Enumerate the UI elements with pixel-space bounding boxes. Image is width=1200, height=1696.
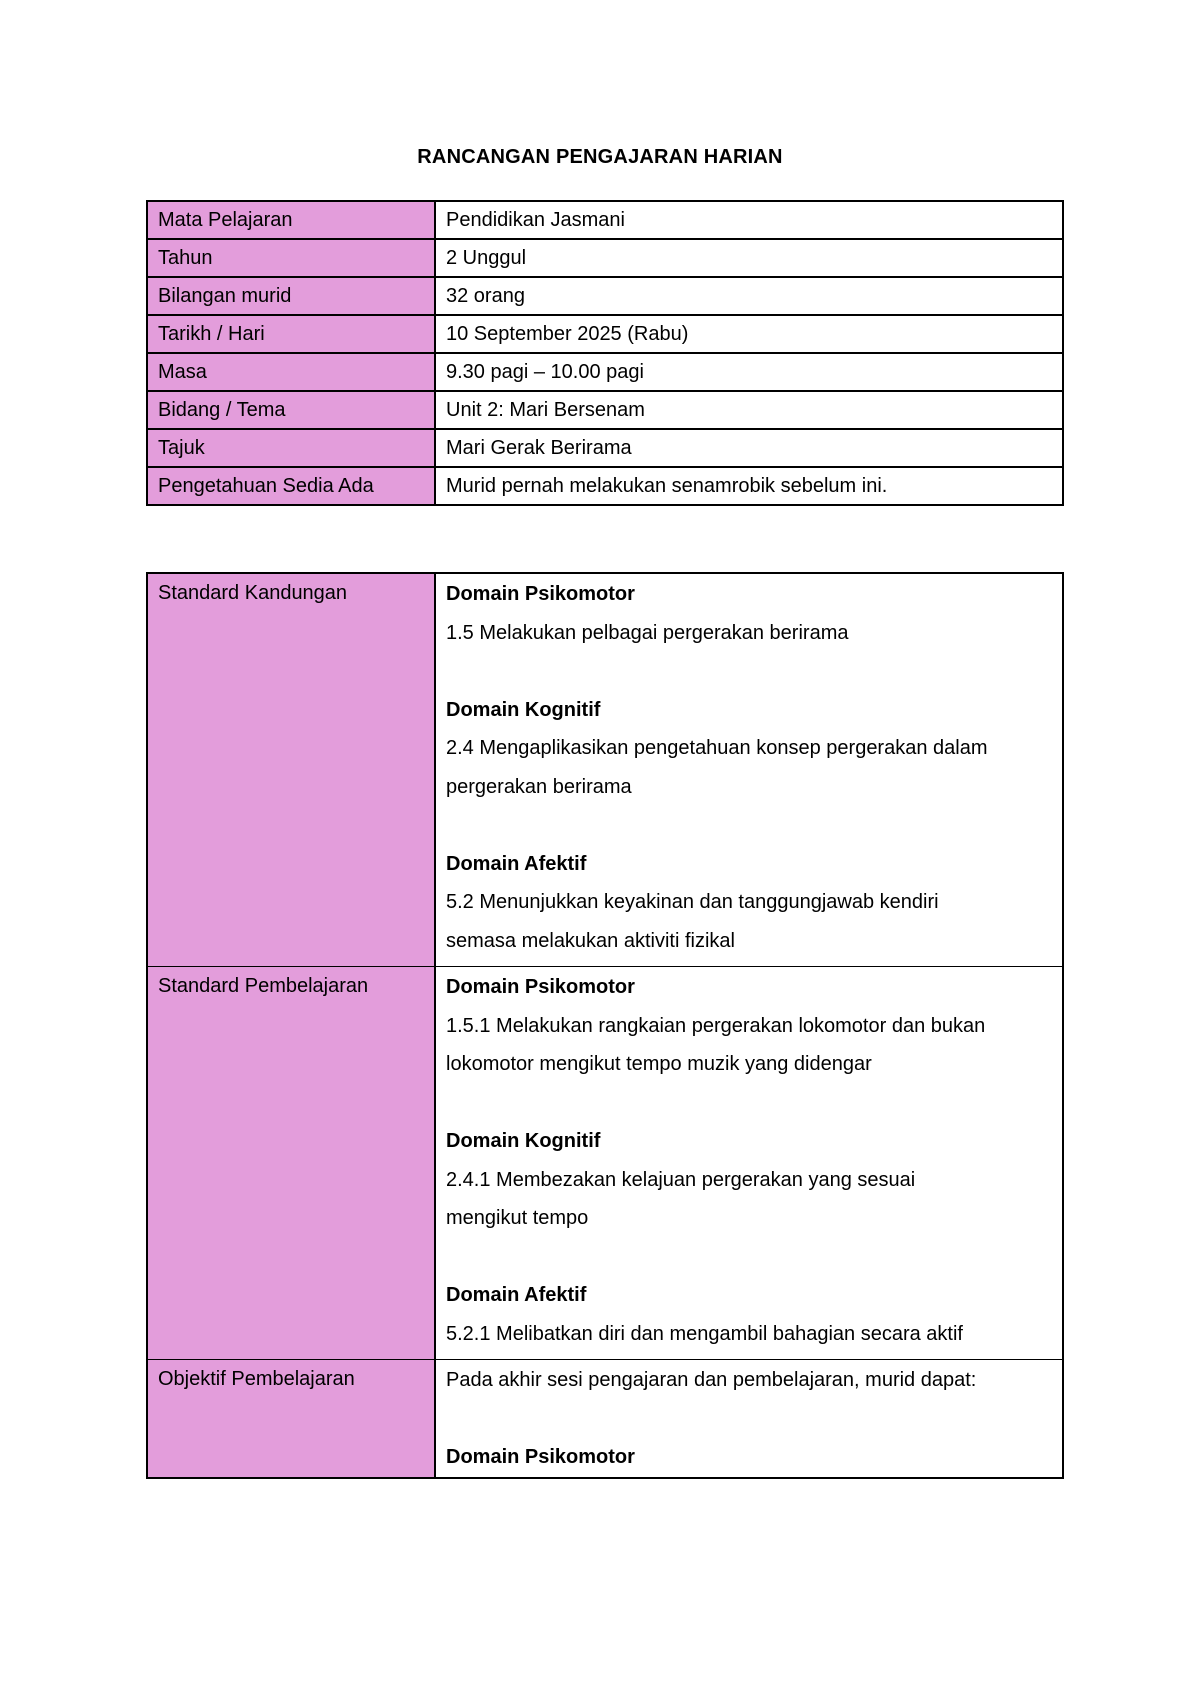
tahun-label: Tahun [147, 239, 435, 277]
afektif-text: 5.2.1 Melibatkan diri dan mengambil bahagian secara aktif [446, 1322, 963, 1345]
tarikh-hari-value: 10 September 2025 (Rabu) [435, 315, 1063, 353]
table-row [147, 201, 1063, 239]
objektif-pembelajaran-label: Objektif Pembelajaran [147, 1360, 435, 1478]
tarikh-hari-label: Tarikh / Hari [147, 315, 435, 353]
standard-pembelajaran-content [435, 967, 1063, 1360]
afektif-heading: Domain Afektif [446, 852, 587, 875]
masa-value: 9.30 pagi – 10.00 pagi [435, 353, 1063, 391]
lesson-info-table [146, 200, 1064, 506]
psikomotor-text: lokomotor mengikut tempo muzik yang didengar [446, 1053, 872, 1075]
psikomotor-text: 1.5.1 Melakukan rangkaian pergerakan lokomotor dan bukan [446, 1014, 986, 1037]
table-row [147, 573, 1063, 967]
table-row [147, 353, 1063, 391]
kognitif-text: 2.4.1 Membezakan kelajuan pergerakan yang sesuai [446, 1168, 916, 1191]
tahun-value: 2 Unggul [435, 239, 1063, 277]
psikomotor-heading: Domain Psikomotor [446, 1446, 635, 1468]
kognitif-text: 2.4 Mengaplikasikan pengetahuan konsep pergerakan dalam [446, 737, 988, 759]
table-row [147, 239, 1063, 277]
standards-table [146, 572, 1064, 1479]
table-row [147, 967, 1063, 1360]
table-row [147, 277, 1063, 315]
objektif-intro: Pada akhir sesi pengajaran dan pembelajaran, murid dapat: [446, 1369, 977, 1391]
kognitif-heading: Domain Kognitif [446, 698, 601, 721]
psikomotor-heading: Domain Psikomotor [446, 976, 635, 998]
bidang-tema-label: Bidang / Tema [147, 391, 435, 429]
standard-kandungan-label: Standard Kandungan [147, 573, 435, 967]
table-row [147, 429, 1063, 467]
bidang-tema-value: Unit 2: Mari Bersenam [435, 391, 1063, 429]
psikomotor-heading: Domain Psikomotor [446, 583, 635, 605]
mata-pelajaran-label: Mata Pelajaran [147, 201, 435, 239]
table-row [147, 467, 1063, 505]
kognitif-text: pergerakan berirama [446, 775, 632, 798]
afektif-heading: Domain Afektif [446, 1284, 587, 1306]
mata-pelajaran-value: Pendidikan Jasmani [435, 201, 1063, 239]
tajuk-value: Mari Gerak Berirama [435, 429, 1063, 467]
standard-kandungan-content [435, 573, 1063, 967]
objektif-pembelajaran-content [435, 1360, 1063, 1478]
table-row [147, 315, 1063, 353]
table-row [147, 1360, 1063, 1478]
tajuk-label: Tajuk [147, 429, 435, 467]
pengetahuan-sedia-ada-value: Murid pernah melakukan senamrobik sebelum ini. [435, 467, 1063, 505]
afektif-text: semasa melakukan aktiviti fizikal [446, 929, 735, 952]
document-title: RANCANGAN PENGAJARAN HARIAN [417, 146, 783, 168]
psikomotor-text: 1.5 Melakukan pelbagai pergerakan berirama [446, 621, 849, 644]
afektif-text: 5.2 Menunjukkan keyakinan dan tanggungjawab kendiri [446, 891, 939, 913]
bilangan-murid-label: Bilangan murid [147, 277, 435, 315]
masa-label: Masa [147, 353, 435, 391]
pengetahuan-sedia-ada-label: Pengetahuan Sedia Ada [147, 467, 435, 505]
kognitif-text: mengikut tempo [446, 1207, 589, 1229]
bilangan-murid-value: 32 orang [435, 277, 1063, 315]
standard-pembelajaran-label: Standard Pembelajaran [147, 967, 435, 1360]
table-row [147, 391, 1063, 429]
kognitif-heading: Domain Kognitif [446, 1130, 601, 1152]
